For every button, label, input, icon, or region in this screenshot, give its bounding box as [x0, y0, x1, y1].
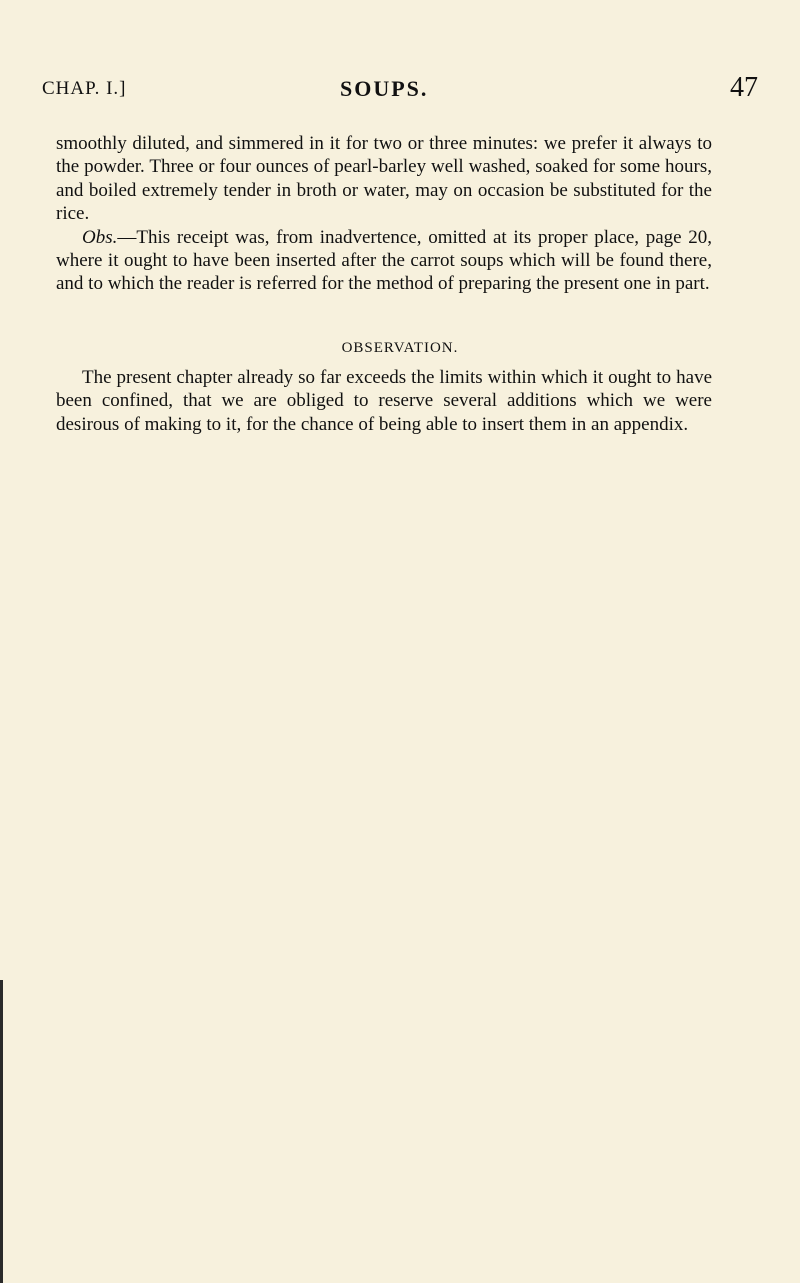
page-number: 47 — [730, 72, 758, 103]
obs-text: —This receipt was, from inadvertence, omitted at its proper place, page 20, where it ought to have been inserted after the carrot soups which will be found there, and to which the reader is referred for the method of preparing the present one in part. — [56, 226, 712, 295]
page-edge-shadow — [0, 980, 3, 1283]
observation-paragraph: The present chapter already so far exceeds the limits within which it ought to have been confined, that we are obliged to reserve several additions which we were desirous of making to it, for the chance of being able to insert them in an appendix. — [56, 367, 712, 435]
obs-paragraph — [56, 226, 712, 296]
running-title: SOUPS. — [340, 76, 429, 101]
body-text-top — [56, 132, 712, 296]
body-text-bottom — [56, 366, 712, 436]
running-header — [40, 72, 760, 112]
section-heading: OBSERVATION. — [341, 340, 459, 356]
chapter-label: CHAP. I.] — [42, 78, 127, 99]
paragraph-continuation: smoothly diluted, and simmered in it for two or three minutes: we prefer it always to the powder. Three or four ounces of pearl-barley well washed, soaked for some hours, and boiled extremely tender in broth or water, may on occasion be substituted for the rice. — [56, 133, 712, 225]
obs-label: Obs. — [82, 226, 118, 248]
